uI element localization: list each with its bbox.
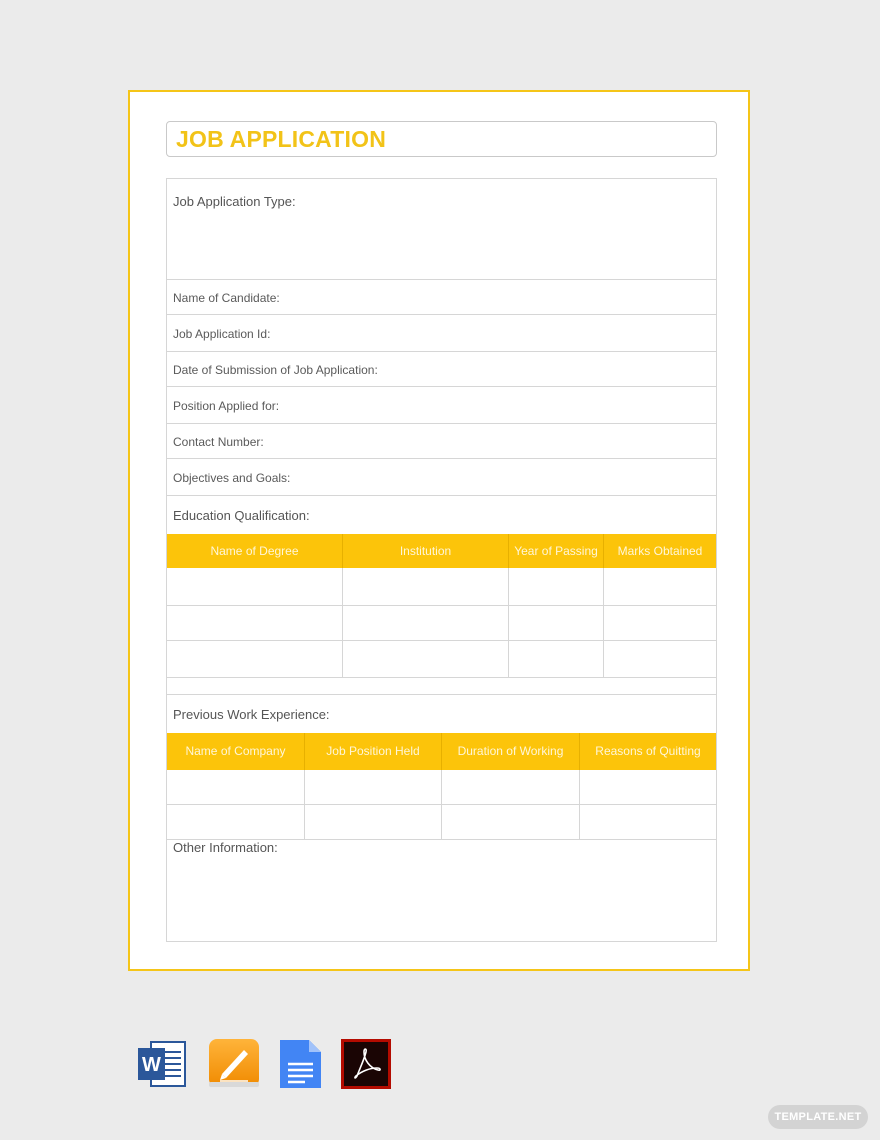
application-type-label: Job Application Type:: [173, 194, 296, 209]
table-cell: [343, 606, 509, 641]
submission-date-row: [167, 352, 716, 387]
submission-date-label: Date of Submission of Job Application:: [173, 363, 378, 377]
table-cell: [343, 568, 509, 606]
experience-heading-row: [167, 695, 716, 733]
table-cell: [167, 568, 343, 606]
position-label: Position Applied for:: [173, 399, 280, 413]
application-id-row: [167, 315, 716, 352]
title-box: [166, 121, 717, 157]
education-col-institution: Institution: [343, 534, 509, 568]
document-page: [128, 90, 750, 971]
experience-col-reasons: Reasons of Quitting: [595, 744, 701, 758]
table-cell: [167, 770, 305, 805]
education-col-marks: Marks Obtained: [617, 543, 703, 558]
table-cell: [442, 770, 580, 805]
objectives-label: Objectives and Goals:: [173, 471, 291, 485]
watermark-badge: TEMPLATE.NET: [768, 1105, 868, 1129]
pages-icon[interactable]: [208, 1038, 260, 1090]
table-cell: [167, 641, 343, 678]
education-col-degree: Name of Degree: [167, 534, 343, 568]
table-cell: [167, 606, 343, 641]
table-cell: [509, 568, 604, 606]
experience-col-company: Name of Company: [167, 733, 305, 770]
name-row: [167, 280, 716, 315]
table-cell: [604, 568, 716, 606]
education-heading: Education Qualification:: [173, 508, 310, 523]
document-title: JOB APPLICATION: [176, 126, 387, 152]
application-type-row: [167, 179, 716, 280]
word-icon[interactable]: [137, 1038, 189, 1090]
position-row: [167, 387, 716, 424]
experience-col-duration: Duration of Working: [442, 733, 580, 770]
contact-label: Contact Number:: [173, 435, 264, 449]
contact-row: [167, 424, 716, 459]
google-docs-icon[interactable]: [277, 1038, 329, 1090]
spacer-row: [167, 678, 716, 695]
application-id-label: Job Application Id:: [173, 327, 271, 341]
table-cell: [305, 770, 442, 805]
education-heading-row: [167, 496, 716, 534]
table-cell: [509, 641, 604, 678]
table-cell: [604, 606, 716, 641]
experience-table-header: [167, 733, 716, 770]
education-table-header: [167, 534, 716, 568]
name-label: Name of Candidate:: [173, 291, 280, 305]
table-cell: [167, 805, 305, 840]
table-cell: [305, 805, 442, 840]
education-col-year: Year of Passing: [509, 534, 604, 568]
table-cell: [580, 805, 716, 840]
table-cell: [442, 805, 580, 840]
svg-text:W: W: [142, 1054, 161, 1076]
other-information-label: Other Information:: [173, 840, 278, 855]
table-cell: [604, 641, 716, 678]
table-cell: [580, 770, 716, 805]
application-form: [166, 178, 717, 942]
experience-heading: Previous Work Experience:: [173, 707, 330, 722]
table-cell: [343, 641, 509, 678]
pdf-icon[interactable]: [340, 1038, 392, 1090]
table-cell: [509, 606, 604, 641]
experience-col-position: Job Position Held: [305, 733, 442, 770]
objectives-row: [167, 459, 716, 496]
